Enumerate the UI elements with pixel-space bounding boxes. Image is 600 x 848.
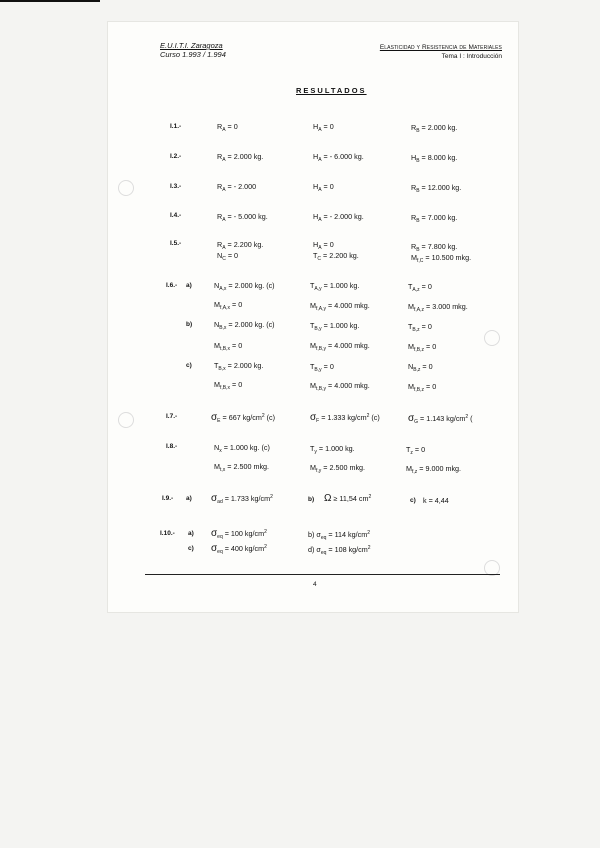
problem-number: I.6.- [166,282,178,289]
scan-edge-mark [0,0,100,2]
result-value: $T_{B,y} = 0$ [310,362,334,373]
result-value: $M_{f,z} = 9.000$ mkg. [406,464,462,475]
header-topic: Tema I : Introducción [441,53,502,60]
page-number: 4 [313,581,317,588]
result-value: $R_B = 7.800$ kg. [411,242,458,253]
punch-hole [118,412,134,428]
result-value: Ω ≥ 11,54 $cm^2$ [324,493,372,504]
result-value: $H_A = 0$ [313,182,334,193]
result-value: $T_{A,z} = 0$ [408,282,432,293]
result-value: $H_A$ = - 6.000 kg. [313,152,364,163]
result-value: $T_{B,y} = 1.000$ kg. [310,321,360,332]
problem-number: I.10.- [160,530,175,537]
result-value: $R_B = 2.000$ kg. [411,123,458,134]
punch-hole [118,180,134,196]
result-value: $R_B = 12.000$ kg. [411,183,462,194]
result-value: $N_{B,x} = 2.000$ kg. (c) [214,320,275,331]
result-value: $R_A = 0$ [217,122,238,133]
result-value: $N_x = 1.000$ kg. (c) [214,443,270,454]
problem-number: I.7.- [166,413,178,420]
result-value: $N_{A,x} = 2.000$ kg. (c) [214,281,275,292]
result-value: $T_{A,y} = 1.000$ kg. [310,281,360,292]
problem-number: I.9.- [162,495,174,502]
result-value: $\sigma_{eq} = 400$ $kg/cm^2$ [211,543,267,555]
result-value: $R_A = 2.000$ kg. [217,152,264,163]
result-value: $T_{B,x} = 2.000$ kg. [214,361,264,372]
result-value: $H_A$ = - 2.000 kg. [313,212,364,223]
result-value: $N_{B,z} = 0$ [408,362,433,373]
subpart-label: b) [308,496,315,503]
result-value: $\sigma_G = 1.143$ $kg/cm^2$ ( [408,413,473,425]
header-right [352,43,502,61]
problem-number: I.4.- [170,212,182,219]
result-value: d) $\sigma_{eq} = 108$ $kg/cm^2$ [308,545,371,556]
subpart-label: a) [186,282,192,289]
result-value: $H_A = 0$ [313,122,334,133]
result-value: $H_A = 0$ [313,240,334,251]
result-value: $M_{f,y} = 2.500$ mkg. [310,463,366,474]
result-value: $\sigma_{eq} = 100$ $kg/cm^2$ [211,528,267,540]
result-value: $T_y = 1.000$ kg. [310,444,355,455]
problem-number: I.3.- [170,183,182,190]
result-value: $M_{f,B,y} = 4.000$ mkg. [310,341,370,352]
header-subject: Elasticidad y Resistencia de Materiales [379,44,502,51]
footer-rule [145,574,500,575]
result-value: b) $\sigma_{eq} = 114$ $kg/cm^2$ [308,530,370,541]
result-value: $M_{f,B,x} = 0$ [214,380,243,391]
result-value: $M_{t,x} = 2.500$ mkg. [214,462,270,473]
result-value: $\sigma_{ad} = 1.733$ $kg/cm^2$ [211,493,273,505]
result-value: $M_{f,A,y} = 4.000$ mkg. [310,301,370,312]
subpart-label: a) [186,495,192,502]
problem-number: I.2.- [170,153,182,160]
result-value: $T_z = 0$ [406,445,426,456]
result-value: $\sigma_E = 667$ $kg/cm^2$ (c) [211,412,276,424]
result-value: $R_A$ = - 5.000 kg. [217,212,268,223]
header-course: Curso 1.993 / 1.994 [160,50,226,59]
result-value: $R_B = 7.000$ kg. [411,213,458,224]
result-value: $H_B = 8.000$ kg. [411,153,458,164]
result-value: $M_{f,A,z} = 3.000$ mkg. [408,302,468,313]
subpart-label: c) [188,545,194,552]
result-value: $T_{B,z} = 0$ [408,322,432,333]
result-value: $R_A = 2.200$ kg. [217,240,264,251]
problem-number: I.8.- [166,443,178,450]
result-value: $\sigma_F = 1.333$ $kg/cm^2$ (c) [310,412,380,424]
result-value: $R_A$ = - 2.000 [217,182,257,193]
result-value: $M_{f,C} = 10.500$ mkg. [411,253,472,264]
result-value: $T_C = 2.200$ kg. [313,251,359,262]
result-value: k = 4,44 [423,496,449,505]
problem-number: I.1.- [170,123,182,130]
result-value: $M_{f,B,z} = 0$ [408,342,437,353]
result-value: $M_{t,B,x} = 0$ [214,341,243,352]
header-school: E.U.I.T.I. Zaragoza [160,41,223,50]
result-value: $M_{f,A,x} = 0$ [214,300,243,311]
problem-number: I.5.- [170,240,182,247]
subpart-label: b) [186,321,193,328]
result-value: $M_{t,B,y} = 4.000$ mkg. [310,381,370,392]
document-page [108,22,518,612]
page-title: RESULTADOS [296,86,367,95]
result-value: $M_{f,B,z} = 0$ [408,382,437,393]
subpart-label: a) [188,530,194,537]
subpart-label: c) [186,362,192,369]
header-left [160,41,226,59]
result-value: $N_C = 0$ [217,251,239,262]
punch-hole [484,330,500,346]
subpart-label: c) [410,497,416,504]
